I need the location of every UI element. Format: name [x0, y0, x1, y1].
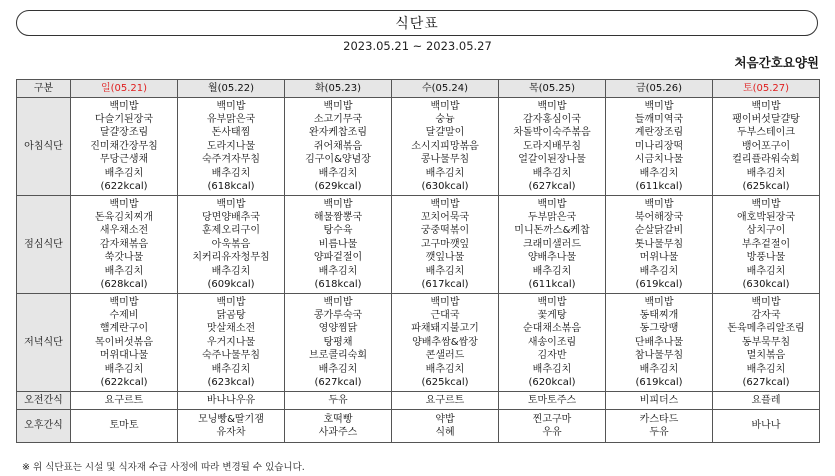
- menu-item: 콩나물무침: [420, 154, 470, 166]
- menu-cell: [285, 196, 392, 294]
- menu-item: 배추김치: [532, 265, 572, 277]
- menu-item: 들깨미역국: [634, 113, 684, 125]
- menu-item: 쑥갓나물: [104, 252, 144, 264]
- menu-item: 애호박된장국: [737, 211, 795, 223]
- menu-cell: [71, 98, 178, 196]
- menu-item: 배추김치: [746, 363, 786, 375]
- calorie-text: (630kcal): [742, 279, 790, 291]
- menu-item: 백미밥: [323, 100, 353, 112]
- footnote: ※ 위 식단표는 시설 및 식자재 수급 사정에 따라 변경될 수 있습니다.: [22, 462, 305, 473]
- menu-item: 양배추쌈&쌈장: [412, 336, 478, 348]
- menu-item: 바나나: [751, 420, 781, 432]
- organization-name: 처음간호요양원: [734, 55, 819, 70]
- menu-item: 감자국: [751, 309, 781, 321]
- menu-item: 우유: [542, 427, 562, 438]
- menu-item: 숭늉: [435, 113, 455, 125]
- menu-item: 돈사태찜: [211, 127, 251, 139]
- menu-item: 완자케찹조림: [309, 127, 367, 139]
- calorie-text: (618kcal): [207, 181, 255, 193]
- menu-item: 크래미샐러드: [523, 238, 581, 250]
- menu-item: 숙주겨자무침: [202, 154, 260, 166]
- menu-item: 백미밥: [537, 100, 567, 112]
- calorie-text: (627kcal): [528, 181, 576, 193]
- menu-item: 모닝빵&딸기잼: [198, 413, 264, 425]
- menu-item: 순대채소볶음: [523, 323, 581, 335]
- menu-item: 다슬기된장국: [95, 113, 153, 125]
- menu-cell: [178, 410, 285, 443]
- menu-cell: [71, 294, 178, 392]
- menu-cell: [713, 98, 820, 196]
- menu-item: 배추김치: [211, 265, 251, 277]
- calorie-text: (617kcal): [421, 279, 469, 291]
- menu-item: 백미밥: [430, 296, 460, 308]
- meal-category-label: 저녁식단: [17, 294, 71, 392]
- menu-item: 비피더스: [639, 394, 679, 406]
- menu-item: 도라지나물: [206, 140, 256, 152]
- calorie-text: (625kcal): [421, 377, 469, 389]
- meal-category-label: 오전간식: [17, 392, 71, 410]
- menu-item: 호떡빵: [323, 413, 353, 425]
- menu-item: 김구이&양념장: [305, 154, 371, 166]
- menu-item: 동부묵무침: [741, 336, 791, 348]
- menu-item: 머위나물: [639, 252, 679, 264]
- menu-item: 찐고구마: [532, 413, 572, 425]
- calorie-text: (625kcal): [742, 181, 790, 193]
- menu-item: 백미밥: [109, 198, 139, 210]
- menu-item: 콘샐러드: [425, 350, 465, 362]
- menu-item: 브로콜리숙회: [309, 350, 367, 362]
- menu-item: 파채돼지불고기: [411, 323, 479, 335]
- menu-item: 삼치구이: [746, 225, 786, 237]
- meal-category-label: 점심식단: [17, 196, 71, 294]
- menu-item: 백미밥: [216, 198, 246, 210]
- menu-cell: [713, 392, 820, 410]
- calorie-text: (619kcal): [635, 377, 683, 389]
- menu-item: 쥐어채볶음: [313, 140, 363, 152]
- menu-item: 배추김치: [104, 363, 144, 375]
- menu-item: 미나리장떡: [634, 140, 684, 152]
- menu-item: 백미밥: [109, 100, 139, 112]
- menu-item: 참나물무침: [634, 350, 684, 362]
- menu-item: 백미밥: [751, 198, 781, 210]
- menu-item: 새우채소전: [99, 225, 149, 237]
- day-header: 수(05.24): [392, 80, 499, 98]
- menu-item: 배추김치: [425, 167, 465, 179]
- meal-category-label: 오후간식: [17, 410, 71, 443]
- menu-cell: [606, 98, 713, 196]
- menu-item: 두부맑은국: [527, 211, 577, 223]
- menu-item: 백미밥: [430, 198, 460, 210]
- menu-item: 닭곰탕: [216, 309, 246, 321]
- menu-cell: [392, 392, 499, 410]
- menu-item: 배추김치: [746, 167, 786, 179]
- day-header: 토(05.27): [713, 80, 820, 98]
- date-range: 2023.05.21 ~ 2023.05.27: [343, 39, 492, 53]
- menu-item: 목이버섯볶음: [95, 336, 153, 348]
- menu-item: 백미밥: [216, 100, 246, 112]
- menu-cell: [499, 196, 606, 294]
- menu-item: 깻잎나물: [425, 252, 465, 264]
- menu-item: 머위대나물: [99, 350, 149, 362]
- meal-row: [17, 392, 820, 410]
- menu-cell: [392, 196, 499, 294]
- menu-item: 유부맑은국: [206, 113, 256, 125]
- menu-item: 배추김치: [104, 167, 144, 179]
- menu-item: 당면양배추국: [202, 211, 260, 223]
- menu-item: 진미채간장무침: [90, 140, 158, 152]
- meal-row: [17, 294, 820, 392]
- menu-cell: [713, 294, 820, 392]
- calorie-text: (619kcal): [635, 279, 683, 291]
- menu-item: 약밥: [435, 413, 455, 425]
- menu-item: 백미밥: [644, 296, 674, 308]
- menu-item: 단배추나물: [634, 336, 684, 348]
- menu-item: 백미밥: [537, 296, 567, 308]
- menu-item: 요플레: [751, 394, 781, 406]
- menu-item: 차돌박이숙주볶음: [513, 127, 591, 139]
- day-header: 월(05.22): [178, 80, 285, 98]
- menu-cell: [178, 98, 285, 196]
- menu-item: 컬리플라워숙회: [732, 154, 800, 166]
- menu-cell: [392, 410, 499, 443]
- calorie-text: (623kcal): [207, 377, 255, 389]
- calorie-text: (611kcal): [528, 279, 576, 291]
- menu-item: 두부스테이크: [737, 127, 795, 139]
- menu-cell: [499, 392, 606, 410]
- menu-item: 배추김치: [639, 167, 679, 179]
- header-row: [17, 80, 820, 98]
- menu-item: 부추겉절이: [741, 238, 791, 250]
- menu-item: 백미밥: [751, 100, 781, 112]
- menu-item: 치커리유자청무침: [192, 252, 270, 264]
- menu-item: 새송이조림: [527, 336, 577, 348]
- menu-item: 김자반: [537, 350, 567, 362]
- menu-item: 카스타드: [639, 413, 679, 425]
- day-header: 금(05.26): [606, 80, 713, 98]
- menu-item: 양배추나물: [527, 252, 577, 264]
- menu-cell: [71, 392, 178, 410]
- menu-item: 배추김치: [425, 363, 465, 375]
- menu-item: 콩가루숙국: [313, 309, 363, 321]
- menu-cell: [499, 98, 606, 196]
- menu-item: 배추김치: [746, 265, 786, 277]
- menu-cell: [71, 410, 178, 443]
- menu-item: 비름나물: [318, 238, 358, 250]
- menu-item: 순살닭갈비: [634, 225, 684, 237]
- menu-item: 훈제오리구이: [202, 225, 260, 237]
- menu-item: 무당근생채: [99, 154, 149, 166]
- day-header: 목(05.25): [499, 80, 606, 98]
- calorie-text: (609kcal): [207, 279, 255, 291]
- meal-row: [17, 410, 820, 443]
- menu-item: 감자채볶음: [99, 238, 149, 250]
- menu-item: 배추김치: [318, 167, 358, 179]
- menu-item: 감자홍심이국: [523, 113, 581, 125]
- menu-item: 요구르트: [104, 394, 144, 406]
- menu-item: 배추김치: [318, 363, 358, 375]
- menu-item: 시금치나물: [634, 154, 684, 166]
- menu-item: 배추김치: [425, 265, 465, 277]
- menu-item: 방풍나물: [746, 252, 786, 264]
- menu-item: 백미밥: [751, 296, 781, 308]
- menu-item: 백미밥: [430, 100, 460, 112]
- menu-item: 영양찜닭: [318, 323, 358, 335]
- menu-item: 배추김치: [211, 363, 251, 375]
- menu-item: 달걀말이: [425, 127, 465, 139]
- menu-item: 햄계란구이: [99, 323, 149, 335]
- menu-cell: [392, 98, 499, 196]
- menu-item: 백미밥: [323, 296, 353, 308]
- calorie-text: (622kcal): [100, 181, 148, 193]
- day-header: 화(05.23): [285, 80, 392, 98]
- menu-item: 달걀장조림: [99, 127, 149, 139]
- menu-cell: [606, 392, 713, 410]
- menu-item: 식혜: [435, 427, 455, 438]
- calorie-text: (611kcal): [635, 181, 683, 193]
- menu-item: 두유: [649, 427, 669, 438]
- menu-item: 소시지피망볶음: [411, 140, 479, 152]
- menu-item: 토마토주스: [527, 394, 577, 406]
- category-header: 구분: [17, 80, 71, 98]
- menu-item: 멸치볶음: [746, 350, 786, 362]
- menu-cell: [392, 294, 499, 392]
- menu-item: 돈육메추리알조림: [727, 323, 805, 335]
- menu-title-banner: [16, 10, 818, 36]
- menu-item: 맛살채소전: [206, 323, 256, 335]
- menu-cell: [71, 196, 178, 294]
- menu-item: 소고기무국: [313, 113, 363, 125]
- calorie-text: (627kcal): [742, 377, 790, 389]
- menu-item: 백미밥: [109, 296, 139, 308]
- menu-item: 사과주스: [318, 427, 358, 438]
- calorie-text: (629kcal): [314, 181, 362, 193]
- menu-item: 동그랑땡: [639, 323, 679, 335]
- menu-item: 배추김치: [211, 167, 251, 179]
- calorie-text: (630kcal): [421, 181, 469, 193]
- menu-cell: [178, 392, 285, 410]
- menu-item: 동태찌개: [639, 309, 679, 321]
- menu-item: 요구르트: [425, 394, 465, 406]
- menu-item: 고구마깻잎: [420, 238, 470, 250]
- menu-item: 탕수육: [323, 225, 353, 237]
- menu-item: 꽃게탕: [537, 309, 567, 321]
- menu-cell: [285, 392, 392, 410]
- menu-item: 백미밥: [216, 296, 246, 308]
- menu-cell: [606, 196, 713, 294]
- menu-item: 도라지배무침: [523, 140, 581, 152]
- menu-item: 궁중떡볶이: [420, 225, 470, 237]
- menu-item: 꼬치어묵국: [420, 211, 470, 223]
- menu-item: 바나나우유: [206, 394, 256, 406]
- calorie-text: (622kcal): [100, 377, 148, 389]
- menu-item: 근대국: [430, 309, 460, 321]
- page-title: 식단표: [395, 16, 439, 32]
- meal-category-label: 아침식단: [17, 98, 71, 196]
- menu-item: 수제비: [109, 309, 139, 321]
- menu-cell: [713, 196, 820, 294]
- menu-item: 톳나물무침: [634, 238, 684, 250]
- menu-item: 해물짬뽕국: [313, 211, 363, 223]
- menu-item: 북어해장국: [634, 211, 684, 223]
- menu-cell: [285, 98, 392, 196]
- menu-cell: [285, 294, 392, 392]
- menu-item: 돈육김치찌개: [95, 211, 153, 223]
- calorie-text: (618kcal): [314, 279, 362, 291]
- menu-item: 배추김치: [639, 265, 679, 277]
- menu-item: 아욱볶음: [211, 238, 251, 250]
- calorie-text: (627kcal): [314, 377, 362, 389]
- menu-cell: [499, 294, 606, 392]
- day-header: 일(05.21): [71, 80, 178, 98]
- menu-item: 미니돈까스&케찹: [514, 225, 590, 237]
- menu-cell: [178, 294, 285, 392]
- menu-item: 배추김치: [318, 265, 358, 277]
- menu-item: 계란장조림: [634, 127, 684, 139]
- menu-item: 배추김치: [532, 363, 572, 375]
- menu-item: 토마토: [109, 420, 139, 432]
- menu-cell: [499, 410, 606, 443]
- menu-item: 숙주나물무침: [202, 350, 260, 362]
- menu-item: 유자차: [216, 427, 246, 438]
- menu-item: 탕평채: [323, 336, 353, 348]
- menu-cell: [606, 410, 713, 443]
- menu-item: 얼갈이된장나물: [518, 154, 586, 166]
- menu-item: 백미밥: [323, 198, 353, 210]
- menu-item: 우거지나물: [206, 336, 256, 348]
- menu-cell: [285, 410, 392, 443]
- calorie-text: (620kcal): [528, 377, 576, 389]
- weekly-menu-table: [16, 79, 820, 443]
- menu-item: 배추김치: [639, 363, 679, 375]
- menu-item: 양파겉절이: [313, 252, 363, 264]
- menu-item: 백미밥: [644, 198, 674, 210]
- menu-item: 백미밥: [644, 100, 674, 112]
- menu-cell: [606, 294, 713, 392]
- menu-item: 두유: [328, 394, 348, 406]
- menu-item: 배추김치: [532, 167, 572, 179]
- menu-item: 백미밥: [537, 198, 567, 210]
- menu-cell: [713, 410, 820, 443]
- menu-cell: [178, 196, 285, 294]
- menu-item: 팽이버섯달걀탕: [732, 113, 800, 125]
- menu-item: 배추김치: [104, 265, 144, 277]
- menu-item: 뱅어포구이: [741, 140, 791, 152]
- meal-row: [17, 98, 820, 196]
- calorie-text: (628kcal): [100, 279, 148, 291]
- meal-row: [17, 196, 820, 294]
